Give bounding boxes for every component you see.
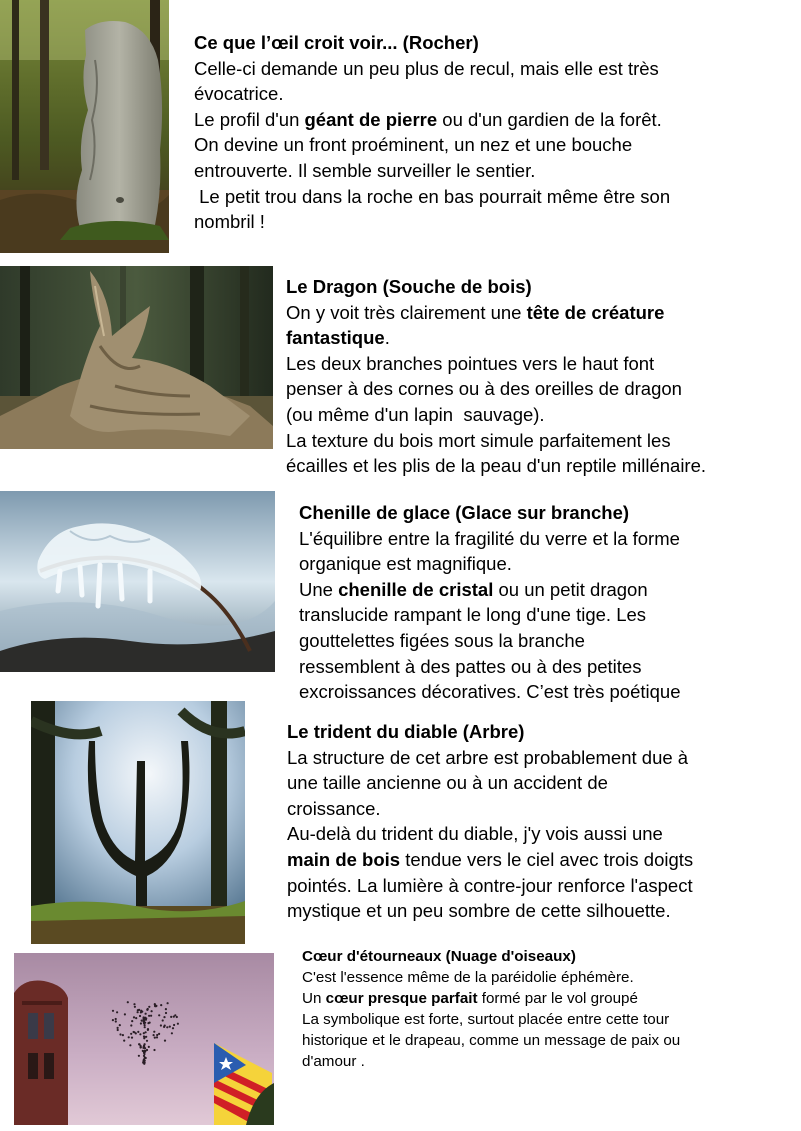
dragon-stump-photo <box>0 266 273 449</box>
text-line: entrouverte. Il semble surveiller le sentier. <box>194 159 536 181</box>
rock-photo <box>0 0 169 253</box>
text-line: écailles et les plis de la peau d'un reptile millénaire. <box>286 455 707 477</box>
highlight-text: cœur presque parfait <box>325 990 478 1007</box>
text-line: Le profil d'un géant de pierre ou d'un gardien de la forêt. <box>194 108 662 130</box>
text-line: La symbolique est forte, surtout placée entre cette tour <box>302 1011 670 1028</box>
text-line: C'est l'essence même de la paréidolie éphémère. <box>302 969 634 986</box>
text-line: (ou même d'un lapin sauvage). <box>286 403 545 425</box>
highlight-text: fantastique <box>286 327 385 349</box>
ice-branch-photo <box>0 491 275 672</box>
highlight-text: chenille de cristal <box>338 578 494 600</box>
text-line: pointés. La lumière à contre-jour renforce l'aspect <box>287 874 693 896</box>
text-line: La texture du bois mort simule parfaitement les <box>286 429 671 451</box>
text-line: main de bois tendue vers le ciel avec trois doigts <box>287 848 694 870</box>
text-line: La structure de cet arbre est probablement due à <box>287 746 689 768</box>
section-etourneaux <box>302 946 792 1072</box>
text-line: Le petit trou dans la roche en bas pourrait même être son <box>194 185 671 207</box>
highlight-text: main de bois <box>287 848 401 870</box>
section-glace <box>299 500 789 705</box>
text-line: évocatrice. <box>194 83 284 105</box>
text-line: L'équilibre entre la fragilité du verre et la forme <box>299 527 680 549</box>
highlight-text: tête de créature <box>526 301 665 323</box>
text-line: On y voit très clairement une tête de créature <box>286 301 665 323</box>
text-line: Une chenille de cristal ou un petit dragon <box>299 578 648 600</box>
section-title: Cœur d'étourneaux (Nuage d'oiseaux) <box>302 948 576 965</box>
text-line: organique est magnifique. <box>299 553 512 575</box>
section-title: Ce que l’œil croit voir... (Rocher) <box>194 32 479 53</box>
text-line: mystique et un peu sombre de cette silhouette. <box>287 900 671 922</box>
text-line: Les deux branches pointues vers le haut font <box>286 352 655 374</box>
text-line: croissance. <box>287 797 381 819</box>
highlight-text: géant de pierre <box>304 108 438 130</box>
text-line: nombril ! <box>194 211 265 233</box>
text-line: Celle-ci demande un peu plus de recul, mais elle est très <box>194 57 659 79</box>
text-line: une taille ancienne ou à un accident de <box>287 772 608 794</box>
section-rocher <box>194 30 784 235</box>
text-line: fantastique. <box>286 327 390 349</box>
section-title: Le trident du diable (Arbre) <box>287 721 525 742</box>
text-line: translucide rampant le long d'une tige. Les <box>299 604 647 626</box>
starlings-heart-photo <box>14 953 274 1125</box>
section-trident <box>287 719 787 924</box>
text-line: excroissances décoratives. C’est très poétique <box>299 681 681 703</box>
text-line: historique et le drapeau, comme un message de paix ou <box>302 1032 681 1049</box>
text-line: ressemblent à des pattes ou à des petites <box>299 655 642 677</box>
trident-tree-photo <box>31 701 245 944</box>
section-title: Chenille de glace (Glace sur branche) <box>299 502 630 523</box>
text-line: Un cœur presque parfait formé par le vol groupé <box>302 990 638 1007</box>
text-line: d'amour . <box>302 1053 365 1070</box>
text-line: On devine un front proéminent, un nez et une bouche <box>194 134 633 156</box>
section-title: Le Dragon (Souche de bois) <box>286 276 532 297</box>
text-line: Au-delà du trident du diable, j'y vois aussi une <box>287 823 663 845</box>
section-dragon <box>286 274 786 479</box>
text-line: penser à des cornes ou à des oreilles de dragon <box>286 378 682 400</box>
text-line: gouttelettes figées sous la branche <box>299 629 585 651</box>
